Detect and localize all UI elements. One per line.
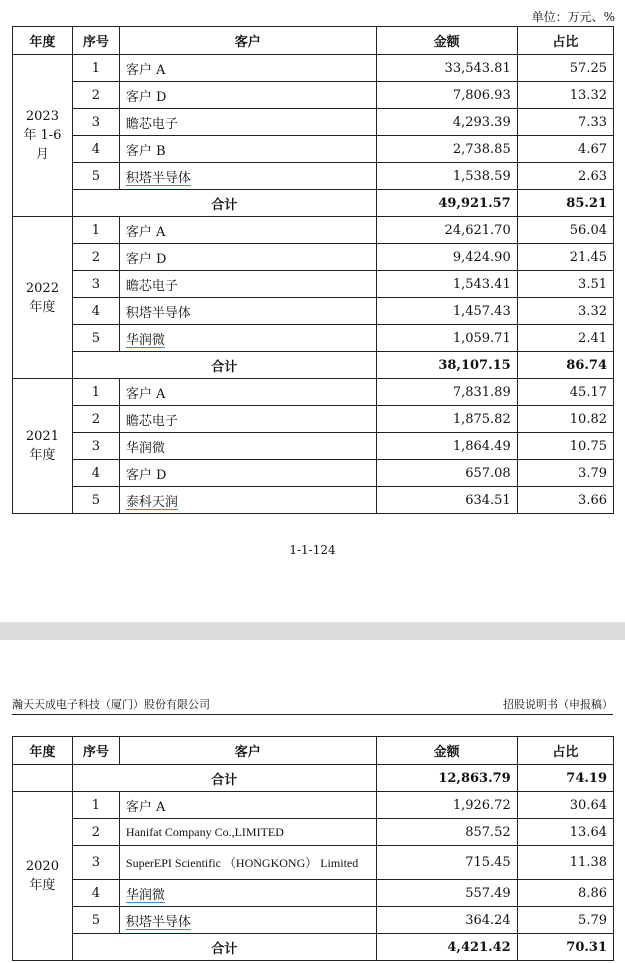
row-no: 3 [72,433,119,460]
customer-name: 客户 A [119,217,376,244]
year-cell: 2020 年度 [13,792,73,961]
total-amount: 49,921.57 [376,190,517,217]
pct-value: 7.33 [517,109,613,136]
amount-value: 557.49 [376,880,517,907]
table-row [13,244,614,271]
total-row [13,190,614,217]
amount-value: 715.45 [376,846,517,880]
row-no: 5 [72,163,119,190]
year-cell: 2021 年度 [13,379,73,514]
customer-sales-table-continued [12,736,614,961]
amount-value: 1,875.82 [376,406,517,433]
customer-name: 客户 A [119,379,376,406]
customer-name: Hanifat Company Co.,LIMITED [119,819,376,846]
header-no: 序号 [72,27,119,55]
table-row [13,55,614,82]
document-page-2 [0,640,625,963]
pct-value: 3.32 [517,298,613,325]
customer-name-link[interactable]: 泰科天润 [119,487,376,514]
table-row [13,271,614,298]
customer-name-link[interactable]: 积塔半导体 [119,907,376,934]
table-header-row [13,737,614,765]
total-amount: 38,107.15 [376,352,517,379]
amount-value: 24,621.70 [376,217,517,244]
table-row [13,792,614,819]
row-no: 5 [72,487,119,514]
amount-value: 657.08 [376,460,517,487]
row-no: 2 [72,244,119,271]
table-row [13,907,614,934]
amount-value: 1,059.71 [376,325,517,352]
pct-value: 3.66 [517,487,613,514]
pct-value: 30.64 [517,792,613,819]
amount-value: 857.52 [376,819,517,846]
pct-value: 56.04 [517,217,613,244]
pct-value: 11.38 [517,846,613,880]
customer-name: 客户 D [119,82,376,109]
customer-name-link[interactable]: 华润微 [119,880,376,907]
table-row [13,298,614,325]
total-label: 合计 [72,934,376,961]
table-row [13,433,614,460]
amount-value: 1,864.49 [376,433,517,460]
table-row [13,325,614,352]
customer-name: 客户 A [119,792,376,819]
amount-value: 1,457.43 [376,298,517,325]
header-divider [12,714,613,715]
table-row [13,846,614,880]
total-amount: 4,421.42 [376,934,517,961]
row-no: 3 [72,109,119,136]
table-row [13,109,614,136]
table-row [13,460,614,487]
header-year: 年度 [13,27,73,55]
total-pct: 86.74 [517,352,613,379]
year-cell: 2022 年度 [13,217,73,379]
customer-name: 客户 D [119,244,376,271]
page-number: 1-1-124 [289,543,336,557]
row-no: 2 [72,82,119,109]
customer-name: 客户 B [119,136,376,163]
table-row [13,163,614,190]
customer-name-link[interactable]: 积塔半导体 [119,163,376,190]
customer-name: 客户 D [119,460,376,487]
customer-name: 客户 A [119,55,376,82]
row-no: 3 [72,846,119,880]
amount-value: 7,831.89 [376,379,517,406]
row-no: 4 [72,880,119,907]
header-customer: 客户 [119,27,376,55]
amount-value: 364.24 [376,907,517,934]
table-header-row [13,27,614,55]
pct-value: 13.32 [517,82,613,109]
year-cell: 2023 年 1-6 月 [13,55,73,217]
table-row [13,379,614,406]
amount-value: 634.51 [376,487,517,514]
unit-note: 单位：万元、% [531,10,615,24]
customer-name: 瞻芯电子 [119,109,376,136]
row-no: 2 [72,406,119,433]
pct-value: 45.17 [517,379,613,406]
year-cell-empty [13,765,73,792]
table-row [13,82,614,109]
row-no: 1 [72,792,119,819]
table-row [13,136,614,163]
amount-value: 4,293.39 [376,109,517,136]
customer-name: 瞻芯电子 [119,271,376,298]
company-name: 瀚天天成电子科技（厦门）股份有限公司 [12,698,210,711]
amount-value: 1,538.59 [376,163,517,190]
header-customer: 客户 [119,737,376,765]
total-pct: 85.21 [517,190,613,217]
amount-value: 1,543.41 [376,271,517,298]
total-row [13,765,614,792]
row-no: 4 [72,136,119,163]
row-no: 1 [72,55,119,82]
customer-name: 华润微 [119,433,376,460]
amount-value: 7,806.93 [376,82,517,109]
amount-value: 33,543.81 [376,55,517,82]
customer-sales-table [12,26,614,514]
total-row [13,934,614,961]
header-pct: 占比 [517,27,613,55]
row-no: 2 [72,819,119,846]
pct-value: 5.79 [517,907,613,934]
amount-value: 2,738.85 [376,136,517,163]
table-row [13,406,614,433]
row-no: 3 [72,271,119,298]
customer-name: 积塔半导体 [119,298,376,325]
pct-value: 2.63 [517,163,613,190]
total-pct: 70.31 [517,934,613,961]
header-pct: 占比 [517,737,613,765]
total-label: 合计 [72,190,376,217]
pct-value: 3.79 [517,460,613,487]
header-amount: 金额 [376,737,517,765]
header-year: 年度 [13,737,73,765]
amount-value: 9,424.90 [376,244,517,271]
customer-name: 瞻芯电子 [119,406,376,433]
pct-value: 21.45 [517,244,613,271]
document-title: 招股说明书（申报稿） [503,698,613,711]
total-row [13,352,614,379]
page-separator [0,622,625,640]
table-row [13,217,614,244]
amount-value: 1,926.72 [376,792,517,819]
total-label: 合计 [72,765,376,792]
row-no: 1 [72,217,119,244]
row-no: 5 [72,907,119,934]
total-pct: 74.19 [517,765,613,792]
pct-value: 2.41 [517,325,613,352]
pct-value: 3.51 [517,271,613,298]
pct-value: 4.67 [517,136,613,163]
total-amount: 12,863.79 [376,765,517,792]
header-amount: 金额 [376,27,517,55]
row-no: 4 [72,460,119,487]
pct-value: 8.86 [517,880,613,907]
table-row [13,819,614,846]
row-no: 1 [72,379,119,406]
total-label: 合计 [72,352,376,379]
customer-name: SuperEPI Scientific （HONGKONG） Limited [119,846,376,880]
pct-value: 10.75 [517,433,613,460]
pct-value: 57.25 [517,55,613,82]
pct-value: 10.82 [517,406,613,433]
pct-value: 13.64 [517,819,613,846]
row-no: 4 [72,298,119,325]
customer-name-link[interactable]: 华润微 [119,325,376,352]
table-row [13,880,614,907]
table-row [13,487,614,514]
row-no: 5 [72,325,119,352]
header-no: 序号 [72,737,119,765]
